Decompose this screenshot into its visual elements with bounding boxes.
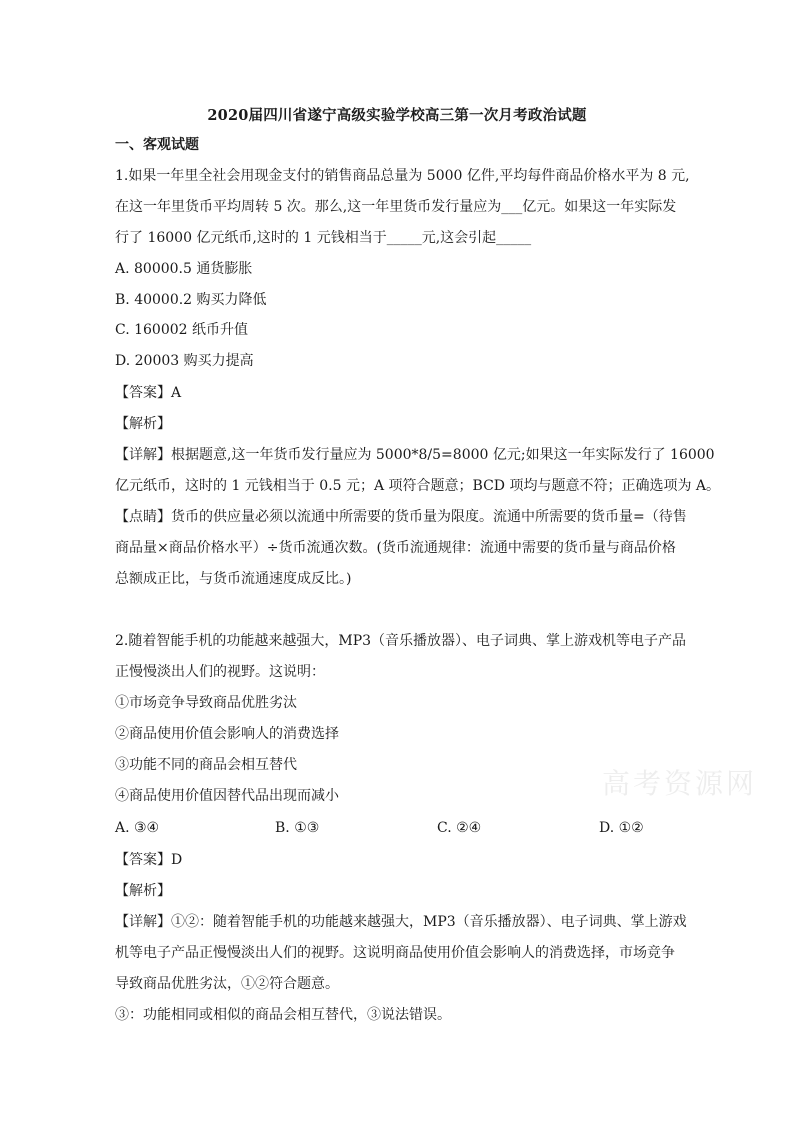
q2-analysis-label: 【解析】 (115, 883, 171, 899)
q2-item-3: ③功能不同的商品会相互替代 (115, 757, 297, 773)
q2-option-c: C. ②④ (437, 820, 482, 836)
q2-detail-line-4: ③：功能相同或相似的商品会相互替代，③说法错误。 (115, 1007, 451, 1023)
q1-detail-line-2: 亿元纸币，这时的 1 元钱相当于 0.5 元；A 项符合题意；BCD 项均与题意不符；正确选项为 A。 (115, 478, 721, 494)
q1-detail-line-1: 【详解】根据题意,这一年货币发行量应为 5000*8/5=8000 亿元;如果这一年实际发行了 16000 (115, 447, 715, 463)
q1-stem-line-2: 在这一年里货币平均周转 5 次。那么,这一年里货币发行量应为___亿元。如果这一年实际发 (115, 199, 677, 215)
q2-option-b: B. ①③ (275, 820, 320, 836)
q2-detail-line-3: 导致商品优胜劣汰，①②符合题意。 (115, 976, 339, 992)
q1-option-d: D. 20003 购买力提高 (115, 353, 254, 369)
q2-answer: 【答案】D (115, 852, 183, 868)
q1-note-line-1: 【点睛】货币的供应量必须以流通中所需要的货币量为限度。流通中所需要的货币量=（待售 (115, 509, 687, 525)
q2-detail-line-1: 【详解】①②：随着智能手机的功能越来越强大，MP3（音乐播放器）、电子词典、掌上游戏 (115, 914, 687, 930)
q1-note-line-2: 商品量×商品价格水平）÷货币流通次数。(货币流通规律：流通中需要的货币量与商品价格 (115, 540, 676, 556)
q2-option-a: A. ③④ (115, 820, 160, 836)
q2-item-2: ②商品使用价值会影响人的消费选择 (115, 726, 339, 742)
q2-item-4: ④商品使用价值因替代品出现而减小 (115, 788, 339, 804)
watermark: 高考资源网 (602, 767, 758, 800)
q2-detail-line-2: 机等电子产品正慢慢淡出人们的视野。这说明商品使用价值会影响人的消费选择，市场竞争 (115, 945, 675, 961)
q1-note-line-3: 总额成正比，与货币流通速度成反比。) (115, 571, 352, 587)
q1-option-c: C. 160002 纸币升值 (115, 322, 249, 338)
q2-stem-line-1: 2.随着智能手机的功能越来越强大，MP3（音乐播放器）、电子词典、掌上游戏机等电子产品 (115, 633, 687, 649)
q1-stem-line-1: 1.如果一年里全社会用现金支付的销售商品总量为 5000 亿件,平均每件商品价格水平为 8 元, (115, 168, 690, 184)
q2-stem-line-2: 正慢慢淡出人们的视野。这说明： (115, 664, 325, 680)
q1-analysis-label: 【解析】 (115, 416, 171, 432)
document-title: 2020届四川省遂宁高级实验学校高三第一次月考政治试题 (207, 107, 587, 124)
q1-option-a: A. 80000.5 通货膨胀 (115, 261, 253, 277)
q2-item-1: ①市场竞争导致商品优胜劣汰 (115, 695, 297, 711)
q1-stem-line-3: 行了 16000 亿元纸币,这时的 1 元钱相当于_____元,这会引起_____ (115, 230, 532, 246)
section-heading: 一、客观试题 (115, 137, 199, 153)
q1-option-b: B. 40000.2 购买力降低 (115, 292, 267, 308)
q2-options-row (115, 819, 675, 837)
q1-answer: 【答案】A (115, 385, 182, 401)
q2-option-d: D. ①② (599, 820, 644, 836)
